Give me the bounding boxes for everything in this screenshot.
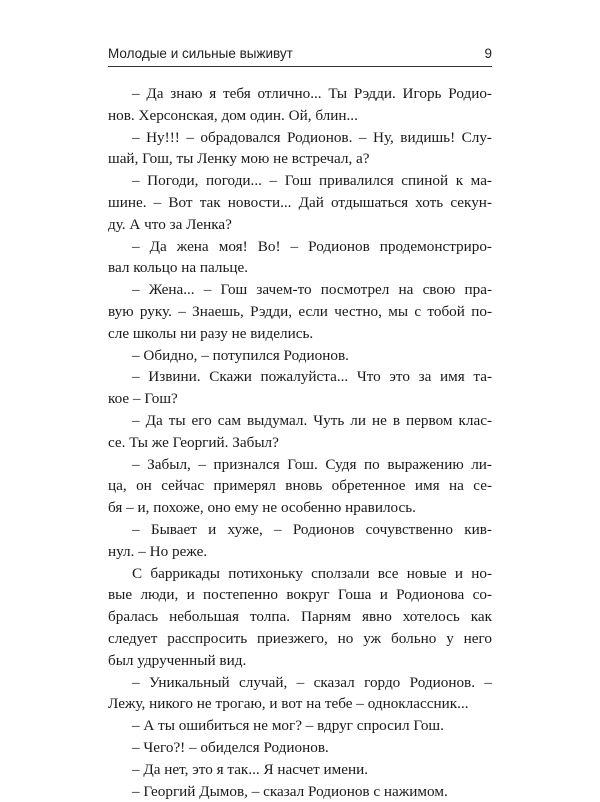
text-line: Лежу, никого не трогаю, и вот на тебе – одноклассник... [108, 693, 492, 715]
text-line: – Да ты его сам выдумал. Чуть ли не в первом клас- [108, 410, 492, 432]
text-line: бя – и, похоже, оно ему не особенно нравилось. [108, 497, 492, 519]
body-text [108, 83, 492, 802]
text-line: шине. – Вот так новости... Дай отдышаться хоть секун- [108, 192, 492, 214]
text-line: – Погоди, погоди... – Гош привалился спиной к ма- [108, 170, 492, 192]
text-line: нов. Херсонская, дом один. Ой, блин... [108, 105, 492, 127]
text-line: нул. – Но реже. [108, 541, 492, 563]
text-line: – Да знаю я тебя отлично... Ты Рэдди. Игорь Родио- [108, 83, 492, 105]
text-line: ду. А что за Ленка? [108, 214, 492, 236]
running-head-title: Молодые и сильные выживут [108, 46, 293, 61]
text-line: се. Ты же Георгий. Забыл? [108, 432, 492, 454]
text-line: кое – Гош? [108, 388, 492, 410]
page-number: 9 [484, 46, 492, 61]
text-line: вал кольцо на пальце. [108, 257, 492, 279]
text-line: следует расспросить приезжего, но уж больно у него [108, 628, 492, 650]
text-line: шай, Гош, ты Ленку мою не встречал, а? [108, 148, 492, 170]
text-line: – Да жена моя! Во! – Родионов продемонстриро- [108, 236, 492, 258]
text-line: – Ну!!! – обрадовался Родионов. – Ну, видишь! Слу- [108, 127, 492, 149]
text-line: сле школы ни разу не виделись. [108, 323, 492, 345]
text-line: – Да нет, это я так... Я насчет имени. [108, 759, 492, 781]
text-line: ца, он сейчас примерял вновь обретенное имя на се- [108, 475, 492, 497]
text-line: – Георгий Дымов, – сказал Родионов с нажимом. [108, 781, 492, 802]
text-line: был удрученный вид. [108, 650, 492, 672]
text-line: С баррикады потихоньку сползали все новые и но- [108, 563, 492, 585]
header-rule [108, 66, 492, 67]
text-line: – Уникальный случай, – сказал гордо Родионов. – [108, 672, 492, 694]
text-line: – Обидно, – потупился Родионов. [108, 345, 492, 367]
text-line: бралась небольшая толпа. Парням явно хотелось как [108, 606, 492, 628]
text-line: – Забыл, – признался Гош. Судя по выражению ли- [108, 454, 492, 476]
text-line: – Чего?! – обиделся Родионов. [108, 737, 492, 759]
text-line: – Извини. Скажи пожалуйста... Что это за имя та- [108, 366, 492, 388]
text-line: – А ты ошибиться не мог? – вдруг спросил Гош. [108, 715, 492, 737]
text-line: вые люди, и постепенно вокруг Гоша и Родионова со- [108, 584, 492, 606]
text-line: – Бывает и хуже, – Родионов сочувственно кив- [108, 519, 492, 541]
text-line: вую руку. – Знаешь, Рэдди, если честно, мы с тобой по- [108, 301, 492, 323]
text-line: – Жена... – Гош зачем-то посмотрел на свою пра- [108, 279, 492, 301]
running-head [108, 46, 492, 68]
